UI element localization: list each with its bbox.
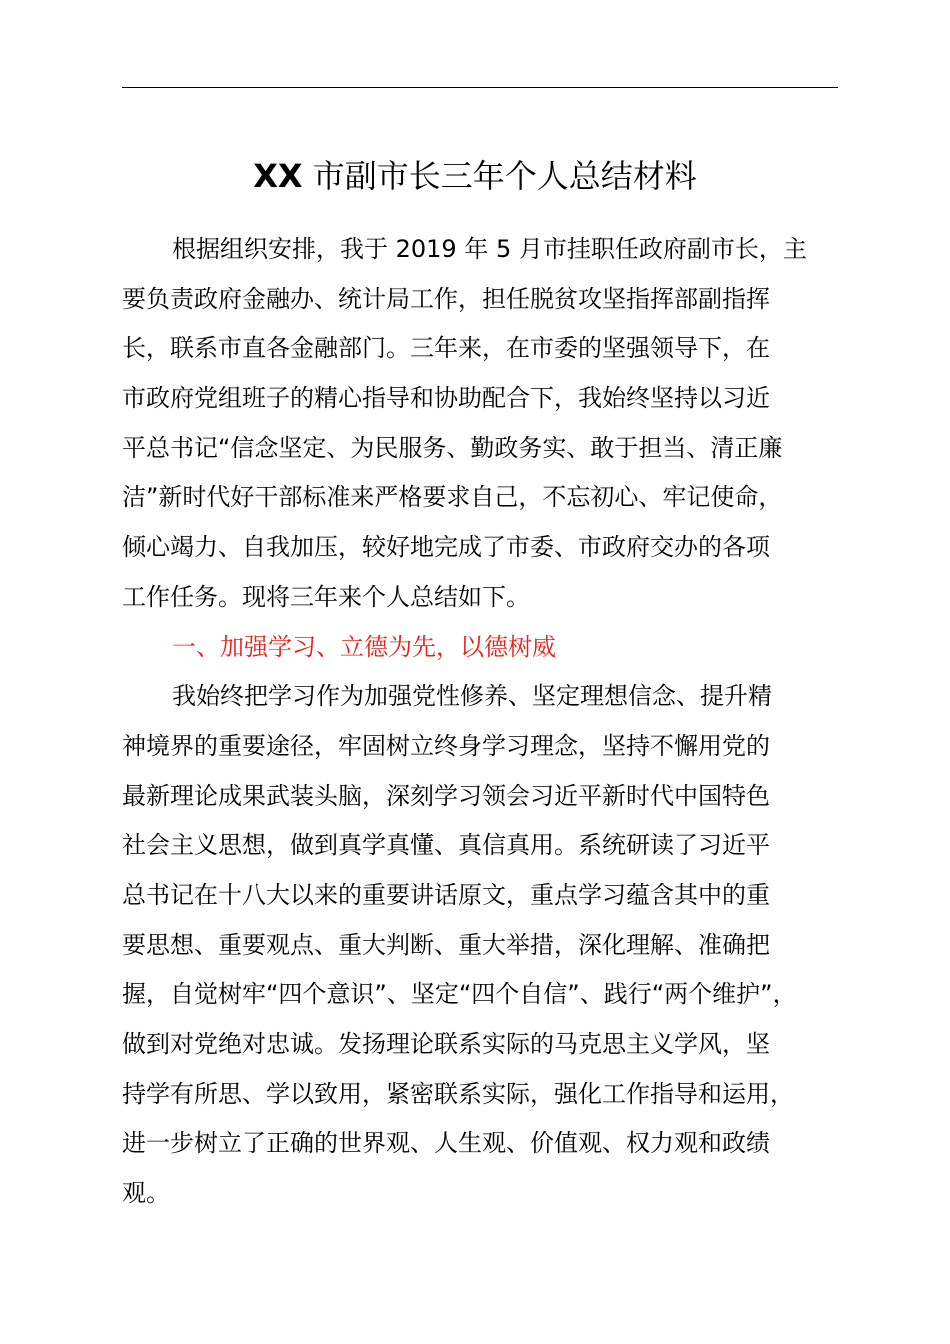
paragraph-1-line: 要负责政府金融办、统计局工作，担任脱贫攻坚指挥部副指挥 — [122, 285, 770, 313]
paragraph-2-line: 要思想、重要观点、重大判断、重大举措，深化理解、准确把 — [122, 931, 770, 959]
document-title — [0, 148, 950, 204]
paragraph-1-line: 平总书记“信念坚定、为民服务、勤政务实、敢于担当、清正廉 — [122, 434, 783, 462]
paragraph-2-line: 我始终把学习作为加强党性修养、坚定理想信念、提升精 — [172, 682, 772, 710]
paragraph-2-line: 观。 — [122, 1179, 170, 1207]
title-prefix: XX — [253, 157, 303, 195]
title-text: 市副市长三年个人总结材料 — [312, 157, 697, 195]
paragraph-1-line: 工作任务。现将三年来个人总结如下。 — [122, 583, 530, 611]
paragraph-1-line: 倾心竭力、自我加压，较好地完成了市委、市政府交办的各项 — [122, 533, 770, 561]
paragraph-2-line: 握，自觉树牢“四个意识”、坚定“四个自信”、践行“两个维护”， — [122, 980, 797, 1008]
paragraph-2-line: 总书记在十八大以来的重要讲话原文，重点学习蕴含其中的重 — [122, 881, 770, 909]
paragraph-1-line: 市政府党组班子的精心指导和协助配合下，我始终坚持以习近 — [122, 384, 770, 412]
paragraph-1-line: 洁”新时代好干部标准来严格要求自己，不忘初心、牢记使命， — [122, 483, 783, 511]
paragraph-1-line: 长，联系市直各金融部门。三年来，在市委的坚强领导下，在 — [122, 334, 770, 362]
paragraph-2-line: 社会主义思想，做到真学真懂、真信真用。系统研读了习近平 — [122, 831, 770, 859]
paragraph-2-line: 持学有所思、学以致用，紧密联系实际，强化工作指导和运用， — [122, 1080, 794, 1108]
paragraph-2-line: 最新理论成果武装头脑，深刻学习领会习近平新时代中国特色 — [122, 782, 770, 810]
paragraph-1-line: 根据组织安排，我于 2019 年 5 月市挂职任政府副市长，主 — [172, 235, 807, 263]
paragraph-2-line: 进一步树立了正确的世界观、人生观、价值观、权力观和政绩 — [122, 1129, 770, 1157]
paragraph-2-line: 做到对党绝对忠诚。发扬理论联系实际的马克思主义学风，坚 — [122, 1030, 770, 1058]
header-rule — [122, 87, 838, 88]
section-heading-1: 一、加强学习、立德为先，以德树威 — [172, 633, 556, 661]
paragraph-2-line: 神境界的重要途径，牢固树立终身学习理念，坚持不懈用党的 — [122, 732, 770, 760]
